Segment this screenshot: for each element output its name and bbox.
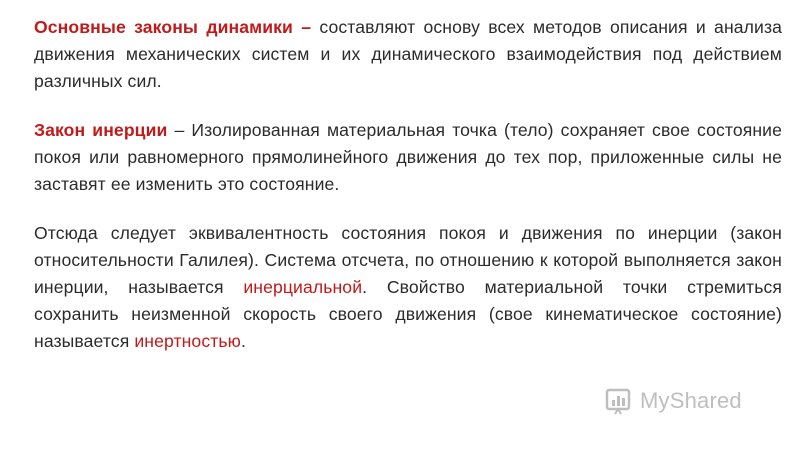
slide-content: [34, 14, 782, 355]
paragraph-inertia-law: [34, 117, 782, 198]
paragraph-text: Отсюда следует эквивалентность состояния покоя и движения по инерции (закон относительности Галилея). Система отсчета, по отношению к которой выполняется закон инерции, называется: [34, 223, 782, 297]
chart-icon: [604, 386, 634, 416]
paragraph-equivalence: [34, 220, 782, 355]
paragraph-text: . Свойство материальной точки стремиться сохранить неизменной скорость своего движения (свое кинематическое состояние) называется: [34, 277, 782, 351]
highlight-inertness: инертностью: [134, 331, 241, 351]
highlight-inertial: инерциальной: [243, 277, 363, 297]
term-dash: –: [292, 17, 320, 37]
watermark-label: MyShared: [640, 388, 742, 413]
paragraph-text: .: [240, 331, 246, 351]
paragraph-text: Изолированная материальная точка (тело) сохраняет свое состояние покоя или равномерного прямолинейного движения до тех пор, приложенные силы не заставят ее изменить это состояние.: [34, 120, 782, 194]
term-dynamics-laws: Основные законы динамики: [34, 17, 293, 37]
paragraph-dynamics-laws: [34, 14, 782, 95]
term-dash: –: [167, 120, 192, 140]
paragraph-text: составляют основу всех методов описания и анализа движения механических систем и их динамического взаимодействия под действием различных сил.: [34, 17, 782, 91]
term-inertia-law: Закон инерции: [34, 120, 168, 140]
watermark: [604, 386, 742, 416]
